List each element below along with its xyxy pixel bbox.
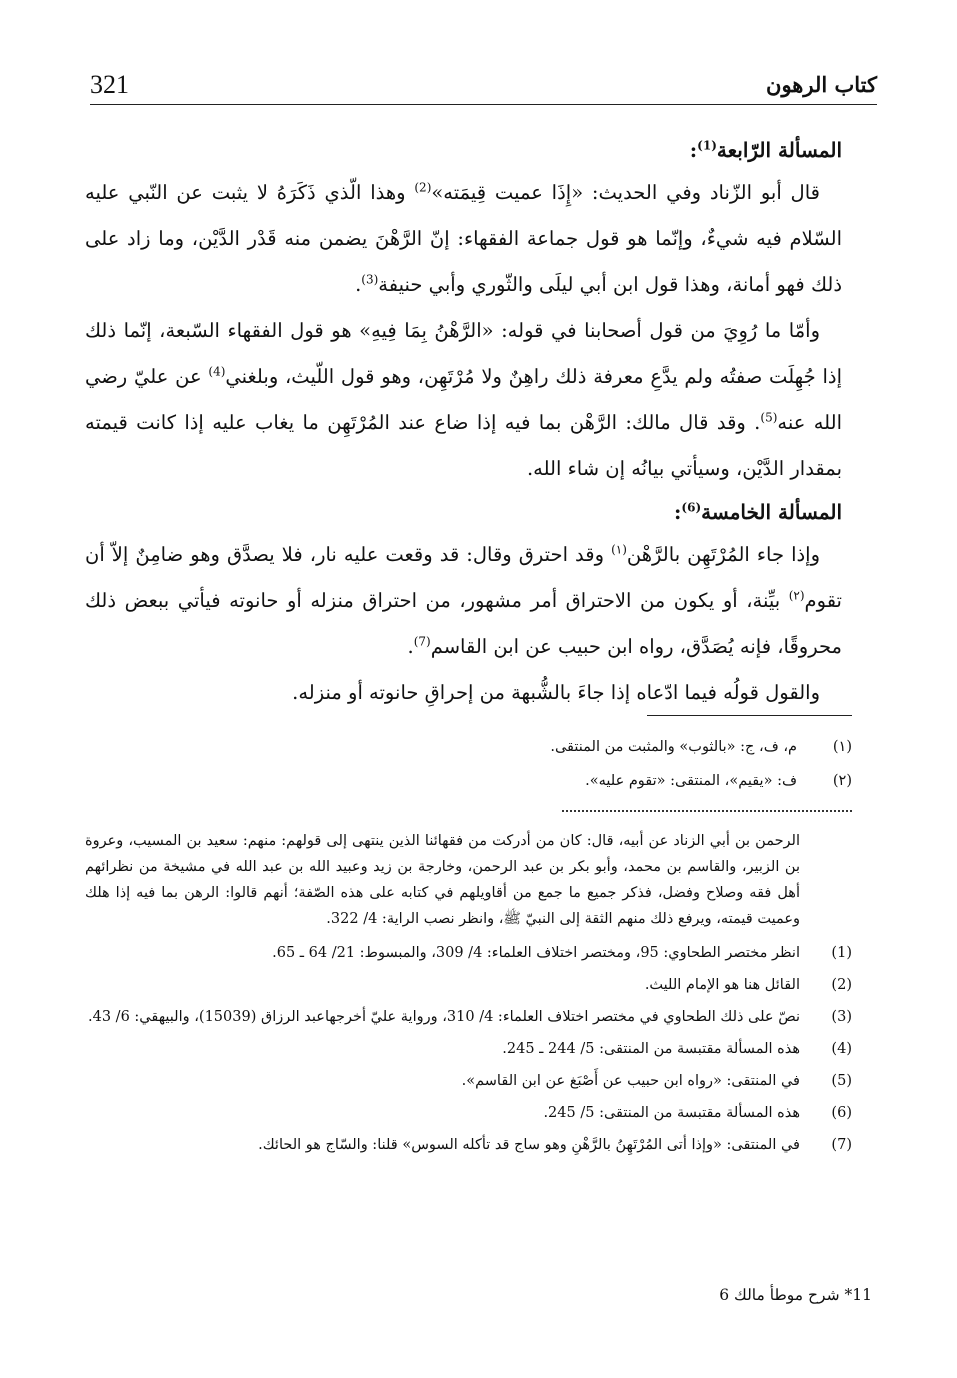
section-heading-5 — [85, 492, 842, 532]
text-run: عن عليّ رضي الله عنه — [85, 365, 842, 434]
dotted-separator — [562, 810, 852, 812]
note-ref: (4) — [208, 364, 226, 379]
text-run: . — [355, 273, 362, 296]
note-ref: (٢) — [788, 588, 805, 603]
section-heading-4 — [85, 130, 842, 170]
text-run: قال أبو الزّناد وفي الحديث: «إِذَا عميت قِيمَته» — [431, 181, 820, 204]
text-run: وإذا جاء المُرْتَهِن بالرَّهْن — [626, 543, 821, 566]
running-title: كتاب الرهون — [766, 72, 877, 97]
paragraph-4: والقول قولُه فيما ادّعاه إذا جاءَ بالشُّبهة من إحراقِ حانوته أو منزله. — [292, 681, 820, 704]
footnote-number: (١) — [832, 739, 852, 755]
text-run: وهذا الّذي ذَكَرَهُ لا يثبت عن النّبي عليه السّلام فيه شيءٌ، وإنّما هو قول جماعة الفقهاء: إنّ الرَّهْنَ يضمن منه قَدْر الدَّيْن، وما زاد على ذلك فهو أمانة، وهذا قول ابن أبي ليلَى والثّوري وأبي حنيفة — [85, 181, 842, 296]
footnote-text: ف: «يقيم»، المنتقى: «تقوم عليه». — [585, 773, 797, 789]
note-ref: (3) — [361, 272, 379, 287]
footnote-number: (2) — [831, 977, 852, 993]
note-ref: (5) — [760, 410, 778, 425]
footnote-number: (1) — [831, 945, 852, 961]
footnote-item — [85, 1068, 852, 1094]
colon: : — [689, 138, 698, 162]
footnote-number: (٢) — [832, 773, 852, 789]
heading-text: المسألة الخامسة — [701, 500, 842, 524]
footnote-item — [85, 1004, 852, 1030]
note-ref: (1) — [697, 138, 717, 153]
footnote-item — [85, 1132, 852, 1158]
footnote-text: هذه المسألة مقتبسة من المنتقى: 5/ 244 ـ 245. — [502, 1041, 800, 1057]
note-ref: (2) — [414, 180, 432, 195]
footnote-item — [85, 972, 852, 998]
text-run: بيِّنة، أو يكون من الاحتراق أمر مشهور، من احتراق منزله أو حانوته فيأتي ببعض ذلك محروقًا، فإنه يُصَدَّق، رواه ابن حبيب عن ابن القاسم — [85, 589, 842, 658]
footnote-text: انظر مختصر الطحاوي: 95، ومختصر اختلاف العلماء: 4/ 309، والمبسوط: 21/ 64 ـ 65. — [272, 945, 800, 961]
page-number: 321 — [90, 70, 129, 99]
footnote-item — [85, 730, 852, 764]
footnote-text: هذه المسألة مقتبسة من المنتقى: 5/ 245. — [543, 1105, 800, 1121]
text-run: . وقد قال مالك: الرَّهْن بما فيه إذا ضاع عند المُرْتَهِن ما يغاب عليه إذا كانت قيمته بمقدار الدَّيْن، وسيأتي بيانُه إن شاء الله. — [85, 411, 842, 480]
paragraph-1 — [85, 170, 842, 308]
footnote-number: (3) — [831, 1009, 852, 1025]
paragraph-2 — [85, 308, 842, 492]
text-run: وأمّا ما رُوِيَ من قول أصحابنا في قوله: «الرَّهْنُ بِمَا فِيهِ» هو قول الفقهاء السّبعة، إنّما ذلك إذا جُهِلَت صفتُه ولم يدَّعِ معرفة ذلك راهِنٌ ولا مُرْتَهِن، وهو قول اللّيث، وبلغني — [85, 319, 842, 388]
footnote-rule — [647, 715, 852, 716]
footnote-text: القائل هنا هو الإمام الليث. — [644, 977, 800, 993]
footnote-item — [85, 940, 852, 966]
signature-mark: 11* شرح موطأ مالك 6 — [719, 1286, 872, 1304]
text-run: . — [407, 635, 414, 658]
page-header — [90, 70, 877, 105]
heading-text: المسألة الرّابعة — [716, 138, 842, 162]
footnote-number: (6) — [831, 1105, 852, 1121]
note-ref: (6) — [681, 500, 702, 515]
colon: : — [674, 500, 682, 524]
footnote-continuation: الرحمن بن أبي الزناد عن أبيه، قال: كان من أدركت من فقهائنا الذين ينتهى إلى قولهم: منهم: سعيد بن المسيب، وعروة بن الزبير، والقاسم بن محمد، وأبو بكر بن عبد الرحمن، وخارجة بن زيد وعبيد الله بن عبد الله في مشيخة من نظرائهم أهل فقه وصلاح وفضل، فذكر جميع ما جمع من أقاويلهم في كتابه على هذه الصّفة؛ أنهم قالوا: الرهن بما فيه إذا هلك وعميت قيمته، ويرفع ذلك منهم الثقة إلى النبيّ ﷺ، وانظر نصب الراية: 4/ 322. — [85, 833, 800, 927]
footnote-number: (4) — [831, 1041, 852, 1057]
footnotes — [85, 715, 852, 1164]
footnote-number: (7) — [831, 1137, 852, 1153]
main-text — [85, 130, 842, 716]
note-ref: (١) — [611, 542, 627, 557]
footnote-number: (5) — [831, 1073, 852, 1089]
footnote-item — [85, 1100, 852, 1126]
note-ref: (7) — [413, 634, 431, 649]
paragraph-3 — [85, 532, 842, 670]
text-run: وقد احترق وقال: قد وقعت عليه نار، فلا يصدَّق وهو ضامِنٌ إلاّ أن تقوم — [85, 543, 842, 612]
footnote-text: م، ف، ج: «بالثوب» والمثبت من المنتقى. — [550, 739, 797, 755]
footnote-item — [85, 1036, 852, 1062]
footnote-text: نصّ على ذلك الطحاوي في مختصر اختلاف العلماء: 4/ 310، ورواية عليّ أخرجهاعبد الرزاق (15039)، والبيهقي: 6/ 43. — [88, 1009, 800, 1025]
footnote-item — [85, 764, 852, 798]
footnote-text: في المنتقى: «وإذا أتى المُرْتَهِنُ بالرَّهْنِ وهو ساج قد تأكله السوس» قلنا: والسّاج هو الحائك. — [258, 1137, 800, 1153]
footnote-text: في المنتقى: «رواه ابن حبيب عن أَصْبَغ عن ابن القاسم». — [461, 1073, 800, 1089]
